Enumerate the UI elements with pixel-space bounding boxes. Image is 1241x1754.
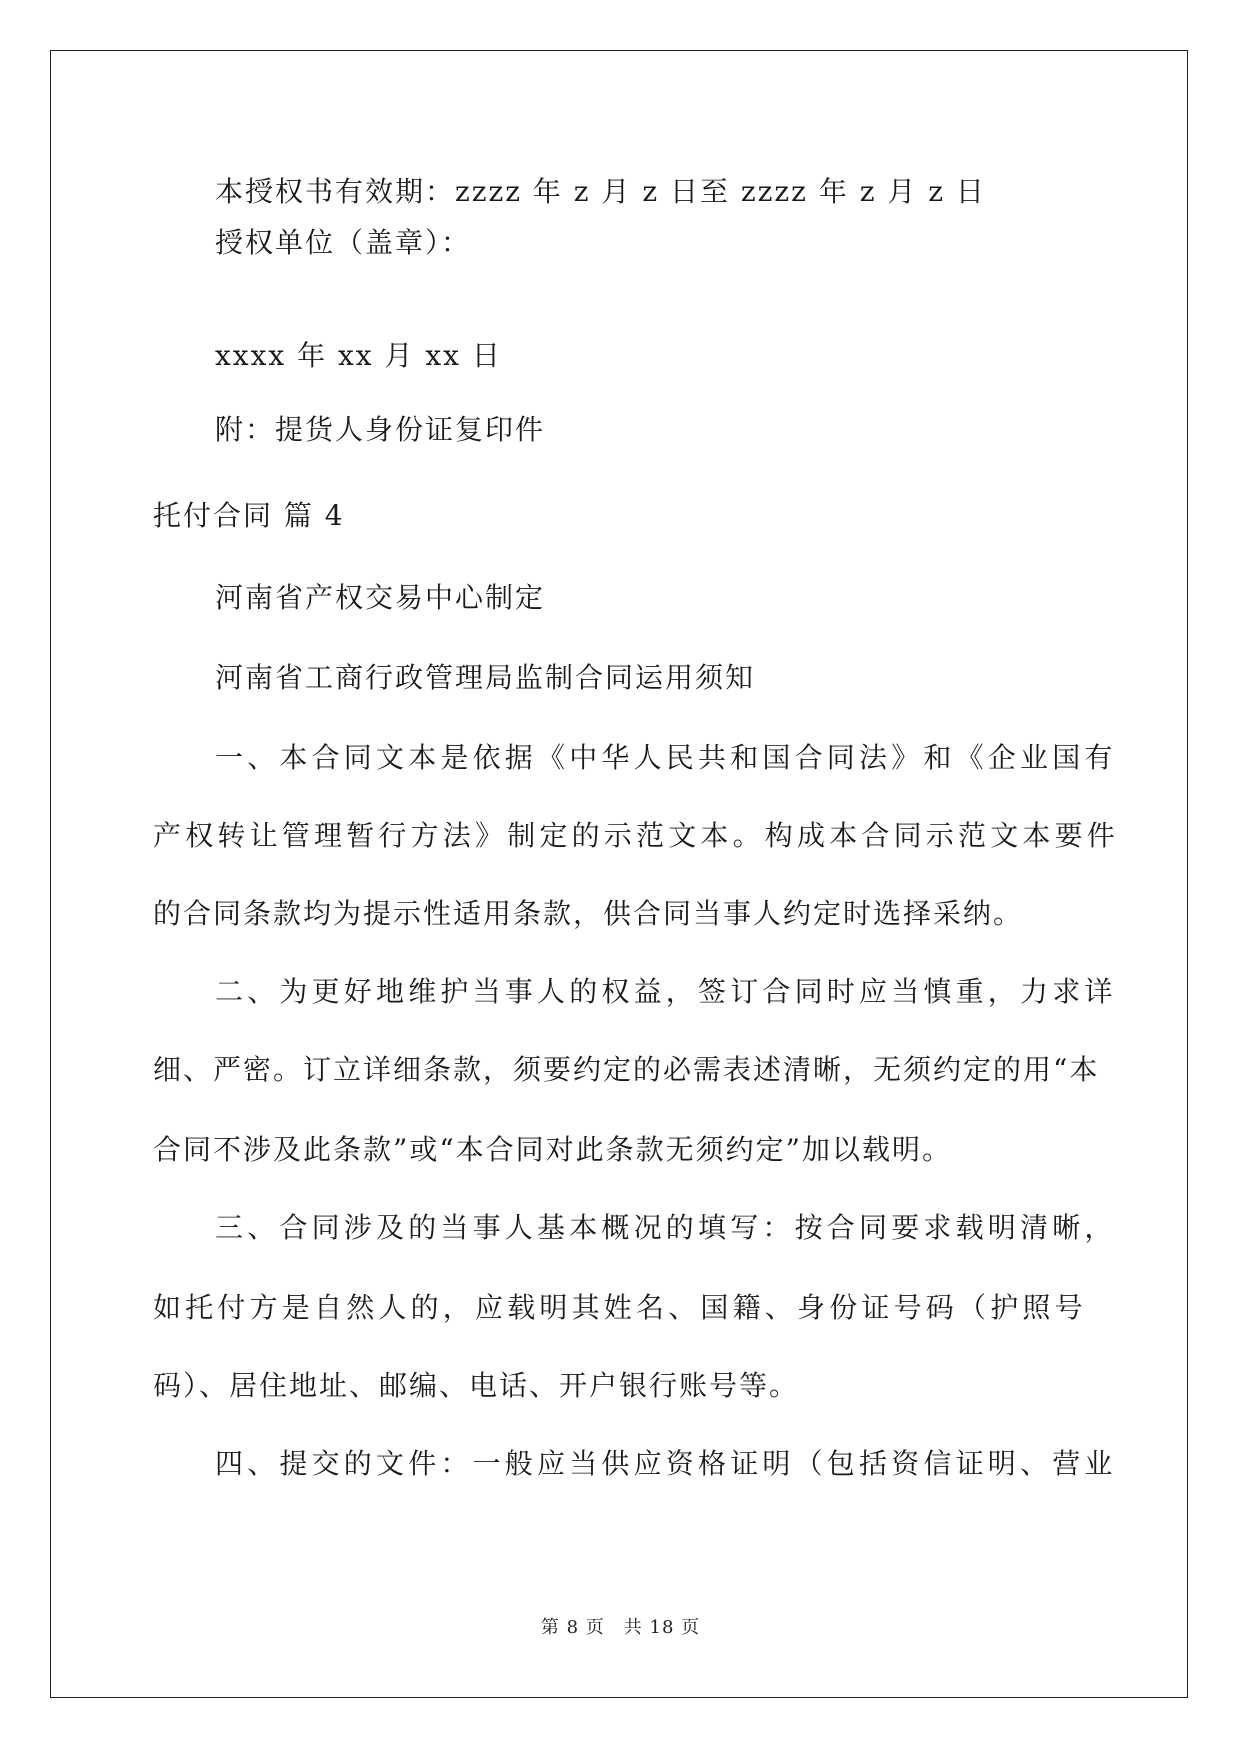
date-line: xxxx 年 xx 月 xx 日 xyxy=(215,339,502,372)
paragraph-2-line-1: 二、为更好地维护当事人的权益，签订合同时应当慎重，力求详 xyxy=(215,975,1117,1008)
paragraph-3-line-3: 码）、居住地址、邮编、电话、开户银行账号等。 xyxy=(153,1369,800,1402)
attachment-line: 附：提货人身份证复印件 xyxy=(215,413,546,446)
validity-period-line: 本授权书有效期：zzzz 年 z 月 z 日至 zzzz 年 z 月 z 日 xyxy=(215,175,986,208)
supervisor-line: 河南省工商行政管理局监制合同运用须知 xyxy=(215,661,756,694)
paragraph-2-line-2: 细、严密。订立详细条款，须要约定的必需表述清晰，无须约定的用“本 xyxy=(153,1053,1100,1086)
page-number-footer: 第 8 页 共 18 页 xyxy=(540,1617,701,1638)
paragraph-1-line-2: 产权转让管理暂行方法》制定的示范文本。构成本合同示范文本要件 xyxy=(153,819,1120,852)
paragraph-1-line-3: 的合同条款均为提示性适用条款，供合同当事人约定时选择采纳。 xyxy=(153,897,1024,930)
authorizing-unit-line: 授权单位（盖章）： xyxy=(215,226,472,259)
paragraph-2-line-3: 合同不涉及此条款”或“本合同对此条款无须约定”加以载明。 xyxy=(153,1133,952,1166)
paragraph-3-line-2: 如托付方是自然人的，应载明其姓名、国籍、身份证号码（护照号 xyxy=(153,1291,1087,1324)
paragraph-1-line-1: 一、本合同文本是依据《中华人民共和国合同法》和《企业国有 xyxy=(215,741,1117,774)
paragraph-3-line-1: 三、合同涉及的当事人基本概况的填写：按合同要求载明清晰， xyxy=(215,1211,1117,1244)
section-heading: 托付合同 篇 4 xyxy=(153,499,345,532)
issuer-line: 河南省产权交易中心制定 xyxy=(215,581,546,614)
paragraph-4-line-1: 四、提交的文件：一般应当供应资格证明（包括资信证明、营业 xyxy=(215,1447,1117,1480)
